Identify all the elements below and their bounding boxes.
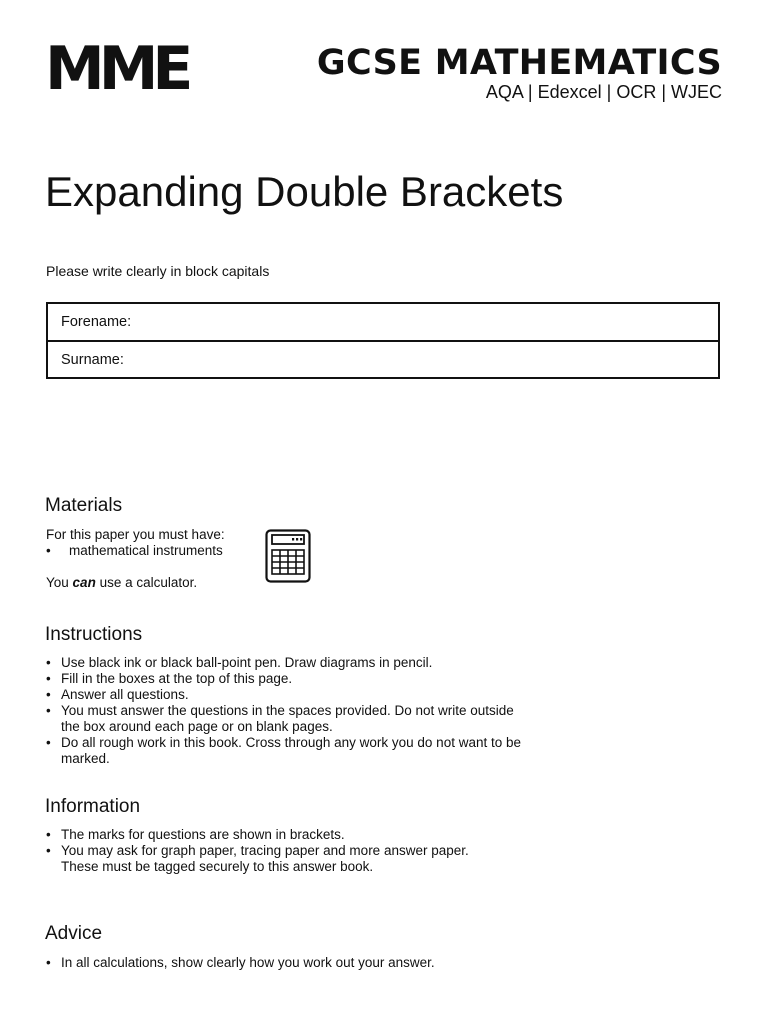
mme-logo: MME	[45, 34, 188, 104]
information-list	[46, 827, 506, 875]
list-item: • Use black ink or black ball-point pen. Draw diagrams in pencil.	[46, 655, 526, 671]
instructions-list	[46, 655, 526, 767]
advice-list	[46, 955, 606, 971]
list-item: • mathematical instruments	[46, 543, 223, 559]
exam-boards: AQA | Edexcel | OCR | WJEC	[485, 82, 722, 102]
calculator-note-suffix: use a calculator.	[95, 575, 198, 590]
list-item: • Do all rough work in this book. Cross through any work you do not want to be marked.	[46, 735, 526, 767]
materials-heading: Materials	[45, 495, 123, 516]
calculator-icon	[265, 529, 311, 583]
materials-intro: For this paper you must have:	[46, 527, 225, 542]
list-item: • You may ask for graph paper, tracing paper and more answer paper. These must be tagged securely to this answer book.	[46, 843, 506, 875]
forename-field[interactable]	[48, 304, 718, 342]
surname-label: Surname:	[61, 352, 124, 369]
instructions-heading: Instructions	[45, 624, 143, 645]
block-capitals-note: Please write clearly in block capitals	[46, 263, 270, 279]
calculator-note-prefix: You	[46, 575, 73, 590]
page-title: Expanding Double Brackets	[45, 168, 564, 215]
surname-field[interactable]	[48, 342, 718, 380]
calculator-note-emphasis: can	[72, 575, 96, 590]
materials-list	[46, 543, 223, 559]
list-item: • The marks for questions are shown in brackets.	[46, 827, 506, 843]
list-item: • You must answer the questions in the spaces provided. Do not write outside the box around each page or on blank pages.	[46, 703, 526, 735]
list-item: • Fill in the boxes at the top of this page.	[46, 671, 526, 687]
information-heading: Information	[45, 796, 141, 817]
name-box	[46, 302, 720, 379]
brand-title: GCSE MATHEMATICS	[316, 43, 722, 83]
advice-heading: Advice	[45, 923, 103, 944]
list-item: • In all calculations, show clearly how you work out your answer.	[46, 955, 606, 971]
forename-label: Forename:	[61, 313, 132, 330]
calculator-note	[46, 575, 197, 591]
list-item: • Answer all questions.	[46, 687, 526, 703]
